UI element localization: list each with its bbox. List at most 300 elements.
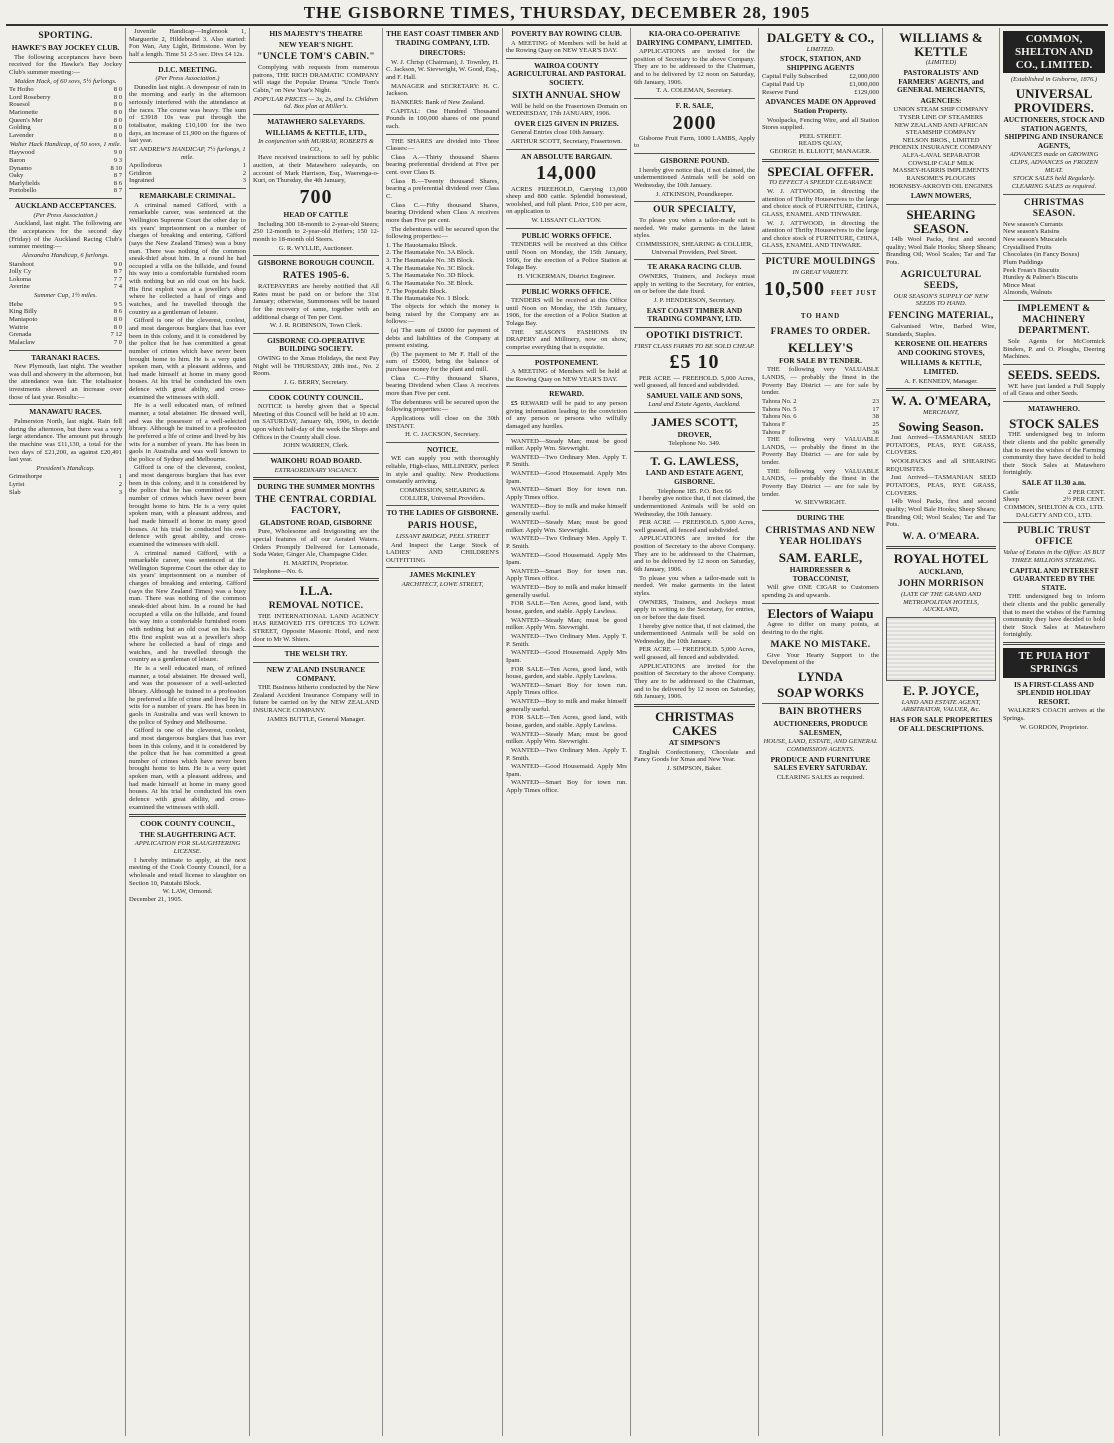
mckinley: JAMES McKINLEY bbox=[409, 570, 476, 580]
list-item: Malaclaw 7 0 bbox=[9, 338, 122, 346]
christmas-cakes: CHRISTMAS CAKES bbox=[655, 708, 734, 738]
welter-list bbox=[9, 149, 122, 195]
hairdresser: HAIRDRESSER & TOBACCONIST, bbox=[789, 565, 852, 583]
pwo-text: TENDERS will be received at this Office until Noon on Monday, the 15th January, 1906, for the erection of a Police Station at Tolaga Bay. bbox=[506, 241, 627, 272]
wanted-3b: WANTED—Smart Boy for town run. Apply Times office. bbox=[506, 567, 627, 583]
jackson-sign: H. C. JACKSON, Secretary. bbox=[405, 431, 480, 439]
tepuia-text: IS A FIRST-CLASS AND SPLENDID HOLIDAY RESORT. bbox=[1013, 679, 1095, 706]
uncle-toms-cabin: "UNCLE TOM'S CABIN." bbox=[257, 52, 375, 63]
heading-manawatu: MANAWATU RACES. bbox=[29, 407, 102, 417]
vickerman-sign: H. VICKERMAN, District Engineer. bbox=[517, 272, 616, 280]
nz-text: THE Business hitherto conducted by the New Zealand Accident Insurance Company will in future be carried on by the NEW ZEALAND INSURANCE COMPANY. bbox=[253, 684, 379, 715]
pound-text: I hereby give notice that, if not claimed, the undermentioned Animals will be sold on Wednesday, the 10th January. bbox=[634, 166, 755, 189]
stock-sales: STOCK SALES bbox=[1009, 415, 1099, 431]
kelley-sub: FOR SALE BY TENDER. bbox=[779, 355, 862, 365]
universal-providers: UNIVERSAL PROVIDERS. bbox=[1014, 85, 1094, 115]
list-item: Crystallised Fruits bbox=[1003, 243, 1052, 251]
picture-mouldings: PICTURE MOULDINGS bbox=[765, 257, 876, 268]
remarkable-text: A criminal named Gifford, with a remarkable career, was sentenced at the Wellington Supreme Court the other day to six years' imprisonment on a number of charges of breaking and entering. Gifford (says the New Zealand Times) was a busy man. There was nothing of the common sneak-thief about him. In a round he had occupied a villa on the hillside, and found his way into a comfortable furnished room with nothing but an old coat on his back. His first exploit was at a jeweller's shop where he collected a haul of rings and watches, and he travelled through the country as a gentleman of leisure. bbox=[129, 201, 246, 316]
commission-table bbox=[1003, 489, 1105, 504]
list-item: Lokoma 7 7 bbox=[9, 275, 122, 283]
wanted-4: WANTED—Boy to milk and make himself generally useful. bbox=[506, 502, 627, 518]
pound-text-repeat-2: I hereby give notice that, if not claimed, the undermentioned Animals will be sold on Wednesday, the 10th January. bbox=[634, 622, 755, 645]
ep-joyce: E. P. JOYCE, bbox=[903, 683, 979, 699]
agencies-list bbox=[886, 106, 996, 190]
list-item: Grenada 7 12 bbox=[9, 331, 122, 339]
shearing-season: SHEARING SEASON. bbox=[906, 206, 976, 236]
samuel-vaile: SAMUEL VAILE AND SONS, bbox=[646, 390, 743, 400]
class-b: Class B.—Twenty thousand Shares, bearing a preferential dividend over Class C. bbox=[386, 177, 499, 200]
list-item: HORNSBY-AKROYD OIL ENGINES bbox=[889, 182, 993, 190]
heading-waikohu: WAIKOHU ROAD BOARD. bbox=[270, 455, 362, 465]
reward-desc: REWARD will be paid to any person giving information leading to the conviction of any person or persons who wilfully damaged any hurdles. bbox=[506, 400, 627, 430]
soap-works: SOAP WORKS bbox=[777, 685, 864, 701]
make-no-mistake: MAKE NO MISTAKE. bbox=[770, 639, 871, 650]
removal-text: THE INTERNATIONAL LAND AGENCY HAS REMOVED ITS OFFICES TO LOWE STREET, Opposite Masonic Hotel, and next door to Mr W. Shiers. bbox=[253, 612, 379, 643]
list-item: RANSOME'S PLOUGHS bbox=[906, 175, 976, 182]
pwo-text-2: TENDERS will be received at this Office until Noon on Monday, the 15th January, 1906, for the erection of a Police Station at Tolaga Bay. bbox=[506, 297, 627, 327]
heading-opotiki: OPOTIKI DISTRICT. bbox=[646, 330, 743, 341]
christmas-holidays: CHRISTMAS AND NEW YEAR HOLIDAYS bbox=[765, 525, 876, 547]
nz-sign: JAMES BUTTLE, General Manager. bbox=[266, 715, 366, 723]
wanted-4c: WANTED—Boy to milk and make himself generally useful. bbox=[506, 698, 627, 713]
list-item: Mince Meat bbox=[1003, 281, 1036, 289]
manager-text: MANAGER and SECRETARY: H. C. Jackson. bbox=[386, 82, 499, 98]
juvenile-text: Juvenile Handicap—Inglenook 1, Marguerite 2, Hildebrand 3. Also started: Fon Wan, Any Light, Brimstone. Won by half a length. Time 51 2-5 sec. Divs £4 12s. bbox=[129, 28, 246, 58]
heading-notice: NOTICE. bbox=[426, 444, 458, 454]
wanted-0c: WANTED—Steady Man; must be good milker. Apply Wm. Sievwright. bbox=[506, 616, 627, 632]
wk-limited: (LIMITED) bbox=[925, 59, 957, 67]
class-c: Class C.—Fifty thousand Shares, bearing Dividend when Class A receives more than Five per cent. bbox=[386, 201, 499, 224]
reward-amount: £5 bbox=[511, 400, 518, 407]
coop-text: OWING to the Xmas Holidays, the next Pay Night will be THURSDAY, 28th inst., No. 2 Room. bbox=[253, 354, 379, 378]
purchase-text-repeat-2: The debentures will be secured upon the following properties:— bbox=[386, 398, 499, 414]
clayton-sign: W. LISSANT CLAYTON. bbox=[531, 217, 602, 225]
wanted-2c: WANTED—Good Housemaid. Apply Mrs Ipam. bbox=[506, 649, 627, 664]
implement-dept: IMPLEMENT & MACHINERY DEPARTMENT. bbox=[1017, 304, 1091, 337]
heading-kia-ora: KIA-ORA CO-OPERATIVE DAIRYING COMPANY, LIMITED. bbox=[636, 29, 753, 47]
remarkable-text-repeat-3: He is a well educated man, of refined manner, a total abstainer. He dressed well, and was the possessor of a well-selected library. Although he trained to a profession he preferred a life of crime and lived by his wits for a number of years. He has been in gaols in Australia and was well known to the police of Sydney and Melbourne. bbox=[129, 665, 246, 726]
commission-sign: COMMISSION, SHEARING & COLLIER, Universal Providers. bbox=[399, 486, 486, 502]
elliot-sign: GEORGE H. ELLIOTT, MANAGER. bbox=[769, 148, 872, 156]
table-row: Tahora No. 5 17 bbox=[762, 405, 879, 413]
bankers-text: BANKERS: Bank of New Zealand. bbox=[391, 98, 485, 106]
list-item: 7. The Poputahi Block. bbox=[386, 287, 447, 295]
heading-taranaki: TARANAKI RACES. bbox=[31, 352, 100, 362]
notice-text: WE can supply you with thoroughly reliable, High-class, MILLINERY, perfect in style and quality. New Productions constantly arriving. bbox=[386, 455, 499, 486]
commission-sign: COMMON, SHELTON & CO., LTD. DALGETY AND CO., LTD. bbox=[1004, 503, 1104, 519]
heading-gisborne-pound: GISBORNE POUND. bbox=[660, 156, 729, 166]
bain-house: HOUSE, LAND, ESTATE, AND GENERAL COMMISSION AGENTS. bbox=[763, 738, 878, 753]
christmas-season: CHRISTMAS SEASON. bbox=[1023, 197, 1085, 219]
list-item: New season's Muscatels bbox=[1003, 236, 1067, 243]
wk-heading: WILLIAMS & KETTLE, LTD., bbox=[265, 127, 367, 137]
paris-house: PARIS HOUSE, bbox=[407, 520, 478, 531]
list-item: Peek Frean's Biscuits bbox=[1003, 266, 1060, 274]
list-item: 2. The Haumatake No. 3A Block. bbox=[386, 249, 475, 257]
sowing-text-repeat: Just Arrived—TASMANIAN SEED POTATOES, PEAS, RYE GRASS, CLOVERS. bbox=[886, 474, 996, 497]
implement-text: Sole Agents for McCormick Binders, P. and O. Ploughs, Deering Machines. bbox=[1003, 338, 1105, 361]
president-list bbox=[9, 473, 122, 496]
wolfpacks: WOOLPACKS and all SHEARING REQUISITES. bbox=[886, 458, 996, 473]
list-item: Hebe 9 5 bbox=[9, 300, 122, 308]
phone: Telephone—No. 6. bbox=[253, 567, 304, 575]
welter-title: Walter Hack Handicap, of 50 sovs, 1 mile. bbox=[9, 140, 122, 148]
standrews-list bbox=[129, 162, 246, 185]
reward-text bbox=[506, 400, 627, 431]
poverty-text: A MEETING of Members will be held at the Rowing Quay on NEW YEAR'S DAY. bbox=[506, 39, 627, 55]
big-700: 700 bbox=[299, 186, 333, 209]
list-item: 6. The Haumatake No. 3E Block. bbox=[386, 280, 474, 288]
list-item: Portobello 8 7 bbox=[9, 187, 122, 195]
kelleys: KELLEY'S bbox=[787, 340, 854, 356]
heading-sporting: SPORTING. bbox=[38, 31, 93, 41]
cook-text: NOTICE is hereby given that a Special Meeting of this Council will be held at 10 a.m. on SATURDAY, January 6th, 1906, to decide upon which half-day of the week the Shops and Offices in the County shall close. bbox=[253, 403, 379, 441]
dic-press: (Per Press Association.) bbox=[155, 75, 220, 83]
heading-reward: REWARD. bbox=[549, 389, 584, 399]
list-item: NELSON BROS., LIMITED bbox=[902, 136, 980, 144]
heading-poverty-bay-rowing: POVERTY BAY ROWING CLUB. bbox=[511, 29, 622, 38]
list-item: Averine 7 4 bbox=[9, 283, 122, 291]
column-1 bbox=[6, 28, 126, 1436]
electors-text: Agree to differ on many points, at desiring to do the right. bbox=[762, 621, 879, 636]
cs-auctioneers: AUCTIONEERS, STOCK AND STATION AGENTS, SHIPPING AND INSURANCE AGENTS, bbox=[1003, 115, 1105, 150]
royal-hotel: ROYAL HOTEL bbox=[893, 550, 989, 566]
list-item: Maniapoto 8 0 bbox=[9, 316, 122, 324]
wanted-2d: WANTED—Good Housemaid. Apply Mrs Ipam. bbox=[506, 763, 627, 778]
cs-advances: ADVANCES made on GROWING CLIPS, ADVANCES on FROZEN MEAT. bbox=[1009, 151, 1099, 174]
wanted-1: WANTED—Two Ordinary Men. Apply T. P. Smith. bbox=[506, 453, 627, 469]
walker-coach: WALKER'S COACH arrives at the Springs. bbox=[1003, 707, 1105, 722]
heading-dic: D.I.C. MEETING. bbox=[158, 64, 217, 74]
omeara: W. A. O'MEARA, bbox=[891, 393, 991, 409]
list-item: Oaky 8 7 bbox=[9, 172, 122, 180]
maiden-title: Maiden Hack, of 60 sovs, 5½ furlongs. bbox=[14, 77, 117, 85]
maiden-list bbox=[9, 86, 122, 139]
list-item: Rosesol 8 0 bbox=[9, 101, 122, 109]
east-coast-timber-6: EAST COAST TIMBER AND TRADING COMPANY, LTD. bbox=[646, 305, 743, 324]
matawhero: MATAWHERO. bbox=[1028, 404, 1080, 414]
wk-sub: In conjunction with MURRAY, ROBERTS & CO., bbox=[258, 138, 374, 153]
list-item: Starshoot 9 0 bbox=[9, 260, 122, 268]
sowing-season: Sowing Season. bbox=[898, 418, 984, 434]
directors-text: W. J. Chrisp (Chairman), J. Townley, H. C. Jackson, W. Sievwright, W. Good, Esq., and F. Hall. bbox=[386, 58, 499, 82]
press-assoc: (Per Press Association.) bbox=[33, 211, 98, 219]
list-item: COWSLIP CALF MILK bbox=[908, 159, 974, 167]
sam-earle: SAM. EARLE, bbox=[778, 549, 863, 565]
manawatu-text: Palmerston North, last night. Rain fell during the afternoon, but there was a very large attendance. The amount put through the machine was £11,130, a total for the two days of £21,200, as against £20,491 last year. bbox=[9, 417, 122, 464]
list-item: Baron 9 3 bbox=[9, 156, 122, 164]
earle-text: Will give ONE CIGAR to Customers spending 2s and upwards. bbox=[762, 584, 879, 599]
heading-slaughtering-act: THE SLAUGHTERING ACT. bbox=[139, 829, 236, 839]
heading-east-coast-timber: THE EAST COAST TIMBER AND TRADING COMPANY, LTD. bbox=[386, 29, 499, 47]
wanted-0d: WANTED—Steady Man; must be good milker. Apply Wm. Sievwright. bbox=[506, 730, 627, 746]
williams-kettle: WILLIAMS & KETTLE bbox=[899, 30, 983, 59]
column-8 bbox=[883, 28, 1000, 1436]
pastoral: PASTORALISTS' AND FARMERS' AGENTS, and GENERAL MERCHANTS, bbox=[897, 67, 985, 95]
gladstone-road: GLADSTONE ROAD, GISBORNE bbox=[259, 517, 373, 527]
sale-at: SALE AT 11.30 a.m. bbox=[1022, 478, 1086, 488]
list-item: New season's Raisins bbox=[1003, 228, 1060, 236]
sievwright-sign: W. SIEVWRIGHT. bbox=[794, 499, 847, 507]
wk-text: Have received instructions to sell by public auction, at their Matawhero saleyards, on account of Mark Harrison, Esq., Waerenga-o-Kuri, on Thursday, the 4th January, bbox=[253, 154, 379, 185]
list-item: Apollodorus 1 bbox=[129, 162, 246, 170]
entries: General Entries close 10th January. bbox=[511, 129, 605, 137]
tearaka-text-repeat: OWNERS, Trainers, and Jockeys must apply in writing to the Secretary, for entries, on or before the date fixed. bbox=[634, 598, 755, 621]
stock-text-repeat: THE undersigned beg to inform their clients and the public generally that to meet the wishes of the Farming community they have decided to hold their Stock Sales at Matawhero fortnightly. bbox=[1003, 593, 1105, 639]
moulding-sub: IN GREAT VARIETY. bbox=[792, 269, 849, 277]
fsale-text: Gisborne Fruit Farm, 1000 LAMBS, Apply to bbox=[634, 134, 755, 150]
class-a: Class A.—Thirty thousand Shares bearing preferential dividend at Five per cent. over Class B. bbox=[386, 153, 499, 177]
wyllie-sign: G. R. WYLLIE, Auctioneer. bbox=[278, 244, 354, 252]
price-per-acre: £5 10 bbox=[669, 351, 720, 374]
kelley-text: THE following very VALUABLE LANDS, — probably the finest in the Poverty Bay District — are for sale by tender. bbox=[762, 366, 879, 397]
table-row: Cattle 2 PER CENT. bbox=[1003, 488, 1105, 496]
standrews-title: ST. ANDREW'S HANDICAP, 7½ furlongs, 1 mile. bbox=[129, 145, 246, 161]
wanted-3d: WANTED—Smart Boy for town run. Apply Times office. bbox=[506, 779, 627, 795]
slaughter-sub: APPLICATION FOR SLAUGHTERING LICENSE. bbox=[134, 840, 241, 856]
acres-text: ACRES FREEHOLD, Carrying 13,000 sheep and 800 cattle. Splendid homestead, woolshed, and full plant. Price, £10 per acre, on application to bbox=[506, 185, 627, 216]
list-item: Slab 3 bbox=[9, 488, 122, 496]
table-row: Tahora No. 6 38 bbox=[762, 413, 879, 421]
shear-text: THE SEASON'S FASHIONS IN DRAPERY and Millinery, now on show, comprise everything that is exquisite. bbox=[506, 328, 627, 351]
morrison-text: (LATE OF THE GRAND AND METROPOLITAN HOTELS, AUCKLAND, bbox=[900, 591, 982, 614]
prizes: OVER £125 GIVEN IN PRIZES. bbox=[514, 118, 619, 128]
woolpacks: Woolpacks, Fencing Wire, and all Station Stores supplied. bbox=[762, 116, 879, 132]
gordon-sign: W. GORDON, Proprietor. bbox=[1019, 723, 1089, 731]
list-item: Lavender 8 0 bbox=[9, 132, 122, 139]
head-of-cattle: HEAD OF CATTLE bbox=[283, 210, 349, 220]
public-trust: PUBLIC TRUST OFFICE bbox=[1017, 526, 1091, 548]
remarkable-text-3: He is a well educated man, of refined manner, a total abstainer. He dressed well, and was the possessor of a well-selected library. Although he trained to a profession he preferred a life of crime and lived by his wits for a number of years. He has been in gaols in Australia and was well known to the police of Sydney and Melbourne. bbox=[129, 402, 246, 463]
slaughter-sign: W. LAW, Ormond. bbox=[162, 888, 213, 896]
stock-station: STOCK, STATION, AND SHIPPING AGENTS bbox=[780, 54, 861, 72]
wanted-1c: WANTED—Two Ordinary Men. Apply T. P. Smith. bbox=[506, 632, 627, 648]
at-simpsons: AT SIMPSON'S bbox=[668, 738, 721, 748]
advances: ADVANCES MADE ON Approved Station Property. bbox=[765, 97, 876, 115]
pounds-text-repeat-2: PER ACRE — FREEHOLD. 5,000 Acres, well grassed, all fenced and subdivided. bbox=[634, 646, 755, 662]
warren-sign: JOHN WARREN, Clerk. bbox=[283, 442, 349, 450]
list-item: Huntley & Palmer's Biscuits bbox=[1003, 274, 1078, 282]
simpson-sign: J. SIMPSON, Baker. bbox=[667, 765, 722, 773]
slaughter-text: I hereby intimate to apply, at the next meeting of the Cook County Council, for a wholesale and retail license to slaughter on Section 10, Patutahi Block. bbox=[129, 856, 246, 887]
column-5 bbox=[503, 28, 631, 1436]
table-row: Sheep 2½ PER CENT. bbox=[1003, 496, 1105, 504]
dalgety: DALGETY & CO., bbox=[766, 30, 875, 45]
heading-wairoa: WAIROA COUNTY AGRICULTURAL AND PASTORAL SOCIETY. bbox=[507, 60, 626, 88]
objects-text: The objects for which the money is being raised by the Company are as follows:— bbox=[386, 302, 499, 326]
list-item: 5. The Haumatake No. 3D Block. bbox=[386, 272, 475, 280]
list-item: ALFA-LAVAL SEPARATOR bbox=[902, 152, 980, 160]
xmas-list bbox=[1003, 221, 1105, 297]
list-item: Queen's Mer 8 0 bbox=[9, 116, 122, 124]
architect: ARCHITECT, LOWE STREET, bbox=[401, 581, 484, 588]
wanted-2b: WANTED—Good Housemaid. Apply Mrs Ipam. bbox=[506, 551, 627, 567]
heading-hawkes-bay: HAWKE'S BAY JOCKEY CLUB. bbox=[11, 43, 120, 53]
royal-city: AUCKLAND, bbox=[918, 566, 964, 576]
heading-public-works-2: PUBLIC WORKS OFFICE. bbox=[521, 286, 612, 296]
heading-cook-county-3: COOK COUNTY COUNCIL. bbox=[268, 392, 364, 402]
tearaka-text: OWNERS, Trainers, and Jockeys must apply in writing to the Secretary, for entries, on or before the date fixed. bbox=[634, 272, 755, 296]
kelley-text-repeat-2: THE following very VALUABLE LANDS, — probably the finest in the Poverty Bay District — are for sale by tender. bbox=[762, 467, 879, 498]
heading-ladies: TO THE LADIES OF GISBORNE. bbox=[386, 508, 499, 518]
joyce-text: LAND AND ESTATE AGENT, ARBITRATOR, VALUER, &c. bbox=[901, 698, 981, 714]
special-offer: SPECIAL OFFER. bbox=[767, 163, 874, 179]
trust-text: Value of Estates in the Office: AS BUT THREE MILLIONS STERLING. bbox=[1003, 549, 1105, 564]
list-item: PHOENIX INSURANCE COMPANY bbox=[889, 144, 993, 152]
wanted-3c: WANTED—Smart Boy for town run. Apply Times office. bbox=[506, 681, 627, 697]
special-sub: TO EFFECT A SPEEDY CLEARANCE bbox=[768, 179, 873, 187]
list-item: Golding 8 0 bbox=[9, 124, 122, 132]
remarkable-text-repeat-4: Gifford is one of the cleverest, coolest, and most dangerous burglars that has ever been in this colony, and it is considered by the police that he has committed a great number of crimes which have never been brought home to him. He is a very quiet spoken man, with a pleasant address, and had made himself at home in many good houses. At his trial he conducted his own defence with great ability, and cross-examined the witnesses with skill. bbox=[129, 727, 246, 811]
heading-cook-county: COOK COUNTY COUNCIL, bbox=[140, 819, 235, 829]
list-item: Jolly Cy 8 7 bbox=[9, 268, 122, 276]
summer-cup-list bbox=[9, 301, 122, 347]
absolute-bargain: AN ABSOLUTE BARGAIN. bbox=[521, 151, 612, 161]
list-item: Dynamo 8 10 bbox=[9, 164, 122, 172]
te-puia: TE PUIA HOT SPRINGS bbox=[1003, 648, 1105, 678]
shearing-text: 14lb Wool Packs, first and second quality; Wool Bale Hooks; Sheep Shears; Branding Oil; Wool Scales; Tar and Tar Pots. bbox=[886, 236, 996, 267]
heading-borough-council: GISBORNE BOROUGH COUNCIL bbox=[257, 258, 375, 268]
central-cordial: THE CENTRAL CORDIAL FACTORY, bbox=[255, 494, 377, 516]
list-item: UNION STEAM SHIP COMPANY bbox=[893, 106, 989, 114]
fencing-material: FENCING MATERIAL, bbox=[888, 311, 994, 322]
alexandra-list bbox=[9, 261, 122, 292]
column-4 bbox=[383, 28, 503, 1436]
list-item: Lyrist 2 bbox=[9, 481, 122, 489]
uncle-text: Complying with requests from numerous patrons, THE RICH DRAMATIC COMPANY will stage the Popular Drama "Uncle Tom's Cabin," on New Year's Night. bbox=[253, 64, 379, 95]
president-title: President's Handicap. bbox=[36, 464, 95, 472]
wanted-3: WANTED—Smart Boy for town run. Apply Times office. bbox=[506, 486, 627, 502]
directors-label: DIRECTORS: bbox=[419, 48, 466, 58]
for-sale-text-2: FOR SALE—Ten Acres, good land, with house, garden, and stable. Apply Lawless. bbox=[506, 665, 627, 681]
robinson-sign: W. J. R. ROBINSON, Town Clerk. bbox=[269, 322, 363, 330]
agencies: AGENCIES: bbox=[920, 95, 962, 105]
for-sale-text-3: FOR SALE—Ten Acres, good land, with house, garden, and stable. Apply Lawless. bbox=[506, 714, 627, 729]
cattle-text: Including 300 18-month to 2-year-old Steers; 250 12-month to 2-year-old Heifers; 150 12-month to 18-month old Steers. bbox=[253, 220, 379, 244]
list-item: 1. The Hauotamaku Block. bbox=[386, 241, 458, 249]
list-item: Marlyfields 8 6 bbox=[9, 179, 122, 187]
rates-text: RATEPAYERS are hereby notified that All Rates must be paid on or before the 31st January; otherwise, Summonses will be issued for the recovery of same, together with an additional charge of Ten per Cent. bbox=[253, 282, 379, 321]
martin-sign: H. MARTIN, Proprietor. bbox=[283, 559, 349, 567]
slaughter-date: December 21, 1905. bbox=[129, 895, 183, 903]
auckland-intro: Auckland, last night. The following are the acceptances for the second day (Friday) of the Auckland Racing Club's summer meeting:— bbox=[9, 220, 122, 251]
summer-cup-title: Summer Cup, 1½ miles. bbox=[33, 292, 97, 300]
table-row: Capital Paid Up £1,000,000 bbox=[762, 81, 879, 89]
stock-text: THE undersigned beg to inform their clients and the public generally that to meet the wishes of the Farming community they have decided to hold their Stock Sales at Matawhero fortnightly. bbox=[1003, 431, 1105, 477]
column-9 bbox=[1000, 28, 1108, 1436]
trams-text: (b) The payment to Mr F. Hall of the sum of £5000, being the balance of purchase money for the plant and mill. bbox=[386, 350, 499, 374]
drover: DROVER, bbox=[677, 429, 712, 439]
special-text-repeat: W. J. ATTWOOD, in directing the attention of Thrifty Housewives to the large and choice stock of FURNITURE, CHINA, GLASS, ENAMEL AND TINWARE. bbox=[762, 219, 879, 250]
acres-number: 14,000 bbox=[536, 162, 597, 185]
wanted-0b: WANTED—Steady Man; must be good milker. Apply Wm. Sievwright. bbox=[506, 518, 627, 534]
list-item: Haywood 9 0 bbox=[9, 149, 122, 157]
hb-intro: The following acceptances have been received for the Hawke's Bay Jockey Club's summer meeting:— bbox=[9, 53, 122, 76]
kennedy-sign: A. F. KENNEDY, Manager. bbox=[904, 377, 978, 385]
welsh-try: THE WELSH TRY. bbox=[284, 649, 348, 659]
taranaki-text: New Plymouth, last night. The weather was dull and showery in the afternoon, but the attendance was fair. The totalisator investments showed an increase over those of last year. Results:— bbox=[9, 363, 122, 401]
remarkable-text-2: Gifford is one of the cleverest, coolest, and most dangerous burglars that has ever been in this colony, and it is considered by the police that he has committed a great number of crimes which have never been brought home to him. He is a very quiet spoken man, with a pleasant address, and had made himself at home in many good houses. At his trial he conducted his own defence with great ability, and cross-examined the witnesses with skill. bbox=[129, 317, 246, 401]
list-item: Grimsthorpe 1 bbox=[9, 473, 122, 481]
heading-remarkable-criminal: REMARKABLE CRIMINAL. bbox=[139, 191, 236, 201]
mistake-text: Give Your Hearty Support to the Development of the bbox=[762, 651, 879, 667]
purchase-text: (a) The sum of £6000 for payment of debts and liabilities of the Company at present existing. bbox=[386, 326, 499, 350]
wanted-4b: WANTED—Boy to milk and make himself generally useful. bbox=[506, 584, 627, 599]
lynda: LYNDA bbox=[797, 668, 844, 684]
postponement-text: A MEETING of Members will be held at the Rowing Quay on NEW YEAR'S DAY. bbox=[506, 368, 627, 383]
sixth-annual-show: SIXTH ANNUAL SHOW bbox=[512, 90, 621, 101]
shearing-text-repeat: 14lb Wool Packs, first and second quality; Wool Bale Hooks; Sheep Shears; Branding Oil; Wool Scales; Tar and Tar Pots. bbox=[886, 498, 996, 529]
wanted-2: WANTED—Good Housemaid. Apply Mrs Ipam. bbox=[506, 470, 627, 485]
list-item: 8. The Haumatake No. 1 Block. bbox=[386, 295, 470, 303]
heading-te-araka: TE ARAKA RACING CLUB. bbox=[647, 262, 742, 272]
fencing-text: Galvanised Wire, Barbed Wire, Standards, Staples. bbox=[886, 323, 996, 338]
alexandra-title: Alexandra Handicap, 6 furlongs. bbox=[22, 251, 109, 259]
big-10500: 10,500 FEET JUST TO HAND bbox=[763, 277, 878, 320]
ous-text: To please you when a tailor-made suit is needed. We make garments in the latest styles. bbox=[634, 217, 755, 240]
column-6 bbox=[631, 28, 759, 1436]
application-close: Applications will close on the 30th INSTANT. bbox=[386, 414, 499, 430]
heading-public-works: PUBLIC WORKS OFFICE. bbox=[521, 230, 612, 240]
agricultural-seeds: AGRICULTURAL SEEDS, bbox=[900, 269, 982, 291]
list-item: Lord Roseberry 8 0 bbox=[9, 93, 122, 101]
heading-matawhero-saleyards: MATAWHERO SALEYARDS. bbox=[267, 117, 365, 127]
table-row: Tahora F 36 bbox=[762, 428, 879, 436]
lawn-mowers: LAWN MOWERS, bbox=[910, 191, 972, 201]
table-row: Tahora F 25 bbox=[762, 420, 879, 428]
electors-waiapu: Electors of Waiapu bbox=[767, 605, 874, 621]
joyce-sub: HAS FOR SALE PROPERTIES OF ALL DESCRIPTIONS. bbox=[889, 714, 993, 733]
agri-sub: OUR SEASON'S SUPPLY OF NEW SEEDS TO HAND. bbox=[893, 292, 989, 308]
sixth-text: Will be held on the Frasertown Domain on WEDNESDAY, 17th JANUARY, 1906. bbox=[506, 102, 627, 118]
rates-heading: RATES 1905-6. bbox=[282, 270, 350, 281]
tender-table bbox=[762, 398, 879, 436]
john-morrison: JOHN MORRISON bbox=[898, 579, 984, 590]
capital-text: CAPITAL: One Hundred Thousand Pounds in 100,000 shares of one pound each. bbox=[386, 107, 499, 130]
heading-postponement: POSTPONEMENT. bbox=[534, 357, 599, 367]
heading-theatre: HIS MAJESTY'S THEATRE bbox=[269, 29, 363, 38]
list-item: Te Hoiho 8 0 bbox=[9, 86, 122, 94]
remarkable-text-repeat: Gifford is one of the cleverest, coolest, and most dangerous burglars that has ever been in this colony, and it is considered by the police that he has committed a great number of crimes which have never been brought home to him. He is a very quiet spoken man, with a pleasant address, and had made himself at home in many good houses. At his trial he conducted his own defence with great ability, and cross-examined the witnesses with skill. bbox=[129, 464, 246, 548]
heading-auckland: AUCKLAND ACCEPTANCES. bbox=[15, 201, 116, 211]
cs-stock-sales: STOCK SALES held Regularly. CLEARING SALES as required. bbox=[1011, 175, 1097, 191]
omeara-2: W. A. O'MEARA. bbox=[902, 531, 980, 542]
scott-sign: ARTHUR SCOTT, Secretary, Frasertown. bbox=[510, 138, 623, 146]
kia-text-repeat-2: APPLICATIONS are invited for the position of Secretary to the above Company. They are to be addressed to the Chairman, and to be delivered by 12 noon on Saturday, 6th January, 1906. bbox=[634, 662, 755, 701]
merchant: MERCHANT, bbox=[923, 408, 959, 416]
fsale: F. R. SALE, bbox=[675, 101, 714, 110]
bain-brothers: BAIN BROTHERS bbox=[779, 707, 862, 718]
big-2000: 2000 bbox=[672, 111, 717, 134]
extraordinary: EXTRAORDINARY VACANCY. bbox=[274, 466, 358, 474]
block-list bbox=[386, 242, 499, 303]
list-item: New season's Currants bbox=[1003, 220, 1063, 228]
ous-text-repeat: To please you when a tailor-made suit is needed. We make garments in the latest styles. bbox=[634, 574, 755, 597]
hotel-illustration bbox=[886, 617, 996, 681]
column-7 bbox=[759, 28, 883, 1436]
cs-established: (Established in Gisborne, 1876.) bbox=[1010, 76, 1098, 84]
list-item: 3. The Haumatake No. 3B Block. bbox=[386, 257, 475, 265]
kia-text-repeat: APPLICATIONS are invited for the position of Secretary to the above Company. They are to be addressed to the Chairman, and to be delivered by 12 noon on Saturday, 6th January, 1906. bbox=[634, 535, 755, 574]
tg-lawless: T. G. LAWLESS, bbox=[650, 453, 739, 468]
lawless-phone: Telephone 185. P.O. Box 66 bbox=[657, 487, 732, 495]
simpson-text: English Confectionery, Chocolate and Fancy Goods for Xmas and New Year. bbox=[634, 748, 755, 764]
common-shelton: COMMON, SHELTON AND CO., LIMITED. bbox=[1003, 31, 1105, 73]
berry-sign: J. G. BERRY, Secretary. bbox=[283, 378, 349, 386]
column-3 bbox=[250, 28, 383, 1436]
kelley-text-repeat: THE following very VALUABLE LANDS, — probably the finest in the Poverty Bay District — are for sale by tender. bbox=[762, 436, 879, 467]
